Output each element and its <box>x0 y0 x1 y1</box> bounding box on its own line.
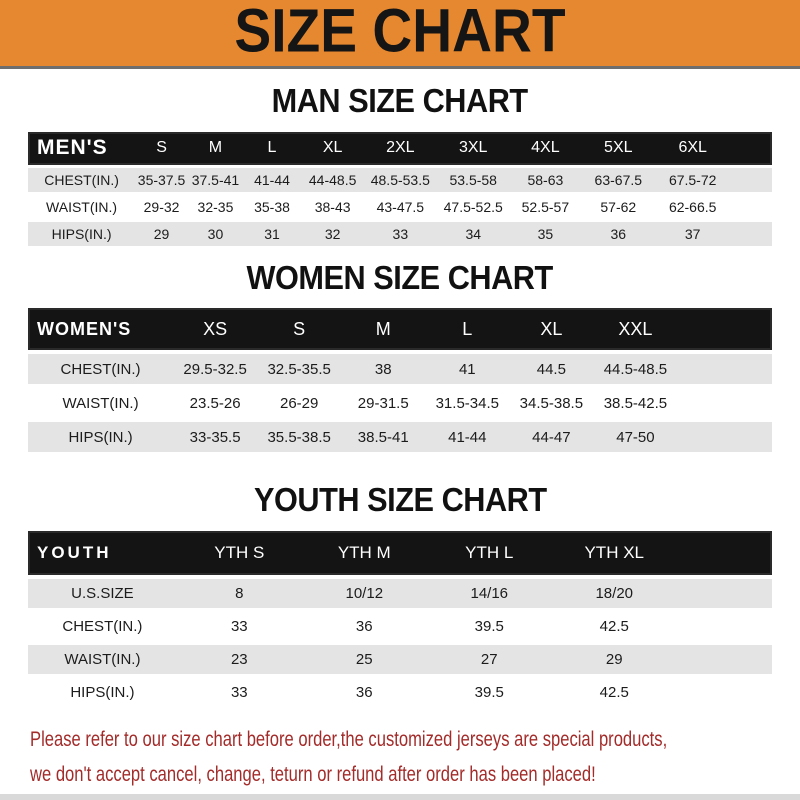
youth-section-heading-text: YOUTH SIZE CHART <box>253 481 547 519</box>
size-column-header: XXL <box>618 318 653 339</box>
size-column-header: XL <box>540 318 563 339</box>
banner <box>0 0 800 69</box>
size-value-cell: 29-31.5 <box>357 394 409 412</box>
size-value-cell: 38-43 <box>314 198 351 215</box>
size-value-cell: 63-67.5 <box>594 171 643 188</box>
size-value-cell: 30 <box>207 225 224 242</box>
table-row <box>28 354 772 384</box>
size-value-cell: 58-63 <box>527 171 564 188</box>
size-value-cell: 57-62 <box>600 198 637 215</box>
size-value-cell: 41-44 <box>448 428 487 446</box>
women-section-heading-text: WOMEN SIZE CHART <box>246 258 554 296</box>
disclaimer-line-2: we don't accept cancel, change, teturn or refund after order has been placed! <box>30 763 596 787</box>
row-label: CHEST(IN.) <box>44 171 119 188</box>
size-value-cell: 29-32 <box>143 198 180 215</box>
size-column-header: M <box>375 318 391 339</box>
table-row <box>28 422 772 452</box>
size-value-cell: 23 <box>230 650 248 668</box>
disclaimer-line-1: Please refer to our size chart before order,the customized jerseys are special products, <box>30 727 668 751</box>
table-row <box>28 612 772 641</box>
size-column-header: XS <box>203 318 228 339</box>
row-label: CHEST(IN.) <box>62 617 143 635</box>
size-value-cell: 47-50 <box>616 428 655 446</box>
size-value-cell: 62-66.5 <box>668 198 717 215</box>
size-value-cell: 26-29 <box>279 394 319 412</box>
row-label: U.S.SIZE <box>71 584 134 602</box>
size-column-header: XL <box>322 139 343 157</box>
table-row <box>28 168 772 192</box>
size-table-header-row <box>28 308 772 350</box>
size-value-cell: 36 <box>355 683 373 701</box>
size-column-header: L <box>267 139 277 157</box>
size-value-cell: 43-47.5 <box>376 198 425 215</box>
size-value-cell: 39.5 <box>474 683 504 701</box>
section-men <box>0 84 800 246</box>
women-size-table <box>28 308 772 452</box>
size-value-cell: 44-48.5 <box>308 171 357 188</box>
youth-section-heading <box>0 483 800 518</box>
table-group-label: YOUTH <box>37 542 112 562</box>
size-value-cell: 36 <box>610 225 627 242</box>
size-value-cell: 38 <box>374 360 392 378</box>
size-value-cell: 34 <box>465 225 482 242</box>
size-table-header-row <box>28 132 772 165</box>
size-value-cell: 35-38 <box>254 198 290 215</box>
men-size-table <box>28 132 772 246</box>
size-value-cell: 10/12 <box>345 584 384 602</box>
size-value-cell: 42.5 <box>599 617 629 635</box>
size-value-cell: 52.5-57 <box>521 198 570 215</box>
size-value-cell: 32.5-35.5 <box>267 360 331 378</box>
size-value-cell: 33 <box>392 225 409 242</box>
size-value-cell: 33 <box>230 617 248 635</box>
size-value-cell: 37 <box>684 225 701 242</box>
row-label: HIPS(IN.) <box>70 683 135 701</box>
size-value-cell: 33-35.5 <box>189 428 241 446</box>
size-value-cell: 67.5-72 <box>668 171 717 188</box>
table-row <box>28 222 772 246</box>
size-table-header-row <box>28 531 772 575</box>
size-column-header: 3XL <box>458 139 488 157</box>
table-row <box>28 388 772 418</box>
size-value-cell: 29.5-32.5 <box>183 360 247 378</box>
bottom-edge-strip <box>0 794 800 800</box>
size-value-cell: 38.5-42.5 <box>603 394 668 412</box>
banner-title: SIZE CHART <box>234 0 566 65</box>
size-value-cell: 44.5-48.5 <box>603 360 668 378</box>
size-value-cell: 41-44 <box>254 171 290 188</box>
size-value-cell: 47.5-52.5 <box>443 198 503 215</box>
table-row <box>28 195 772 219</box>
size-column-header: L <box>462 318 473 339</box>
size-value-cell: 35.5-38.5 <box>267 428 331 446</box>
men-section-heading <box>0 84 800 119</box>
size-column-header: 2XL <box>386 139 415 157</box>
size-column-header: 6XL <box>678 139 707 157</box>
size-value-cell: 44-47 <box>532 428 571 446</box>
size-value-cell: 35 <box>537 225 554 242</box>
size-column-header: 4XL <box>531 139 560 157</box>
size-column-header: YTH S <box>214 542 265 562</box>
size-value-cell: 38.5-41 <box>357 428 409 446</box>
row-label: WAIST(IN.) <box>64 650 141 668</box>
size-column-header: YTH XL <box>584 542 644 562</box>
size-value-cell: 18/20 <box>595 584 634 602</box>
size-value-cell: 31 <box>264 225 280 242</box>
size-value-cell: 44.5 <box>536 360 566 378</box>
size-column-header: 5XL <box>604 139 633 157</box>
size-value-cell: 48.5-53.5 <box>370 171 430 188</box>
size-value-cell: 8 <box>235 584 244 602</box>
size-column-header: YTH M <box>337 542 391 562</box>
size-value-cell: 31.5-34.5 <box>435 394 499 412</box>
size-value-cell: 33 <box>230 683 248 701</box>
size-column-header: M <box>208 139 223 157</box>
youth-size-table <box>28 531 772 707</box>
size-value-cell: 42.5 <box>599 683 629 701</box>
row-label: WAIST(IN.) <box>62 394 139 412</box>
row-label: WAIST(IN.) <box>46 198 118 215</box>
size-value-cell: 32 <box>324 225 341 242</box>
row-label: HIPS(IN.) <box>51 225 112 242</box>
size-value-cell: 53.5-58 <box>449 171 497 188</box>
size-value-cell: 37.5-41 <box>191 171 240 188</box>
size-column-header: S <box>156 139 167 157</box>
men-section-heading-text: MAN SIZE CHART <box>271 82 529 119</box>
section-women <box>0 258 800 453</box>
row-label: HIPS(IN.) <box>68 428 133 446</box>
size-value-cell: 27 <box>480 650 498 668</box>
size-value-cell: 36 <box>355 617 373 635</box>
row-label: CHEST(IN.) <box>60 360 141 378</box>
size-value-cell: 25 <box>355 650 373 668</box>
size-value-cell: 41 <box>458 360 476 378</box>
size-value-cell: 35-37.5 <box>137 171 186 188</box>
size-value-cell: 29 <box>605 650 623 668</box>
table-row <box>28 579 772 608</box>
size-column-header: YTH L <box>465 542 514 562</box>
size-value-cell: 23.5-26 <box>189 394 241 412</box>
size-value-cell: 14/16 <box>470 584 509 602</box>
size-value-cell: 32-35 <box>197 198 234 215</box>
table-group-label: WOMEN'S <box>37 318 132 339</box>
table-row <box>28 645 772 674</box>
table-row <box>28 678 772 707</box>
size-value-cell: 34.5-38.5 <box>519 394 584 412</box>
section-youth <box>0 483 800 707</box>
women-section-heading <box>0 258 800 296</box>
size-value-cell: 29 <box>153 225 170 242</box>
size-value-cell: 39.5 <box>474 617 504 635</box>
disclaimer-note <box>30 727 800 789</box>
size-column-header: S <box>293 318 306 339</box>
table-group-label: MEN'S <box>37 136 108 160</box>
